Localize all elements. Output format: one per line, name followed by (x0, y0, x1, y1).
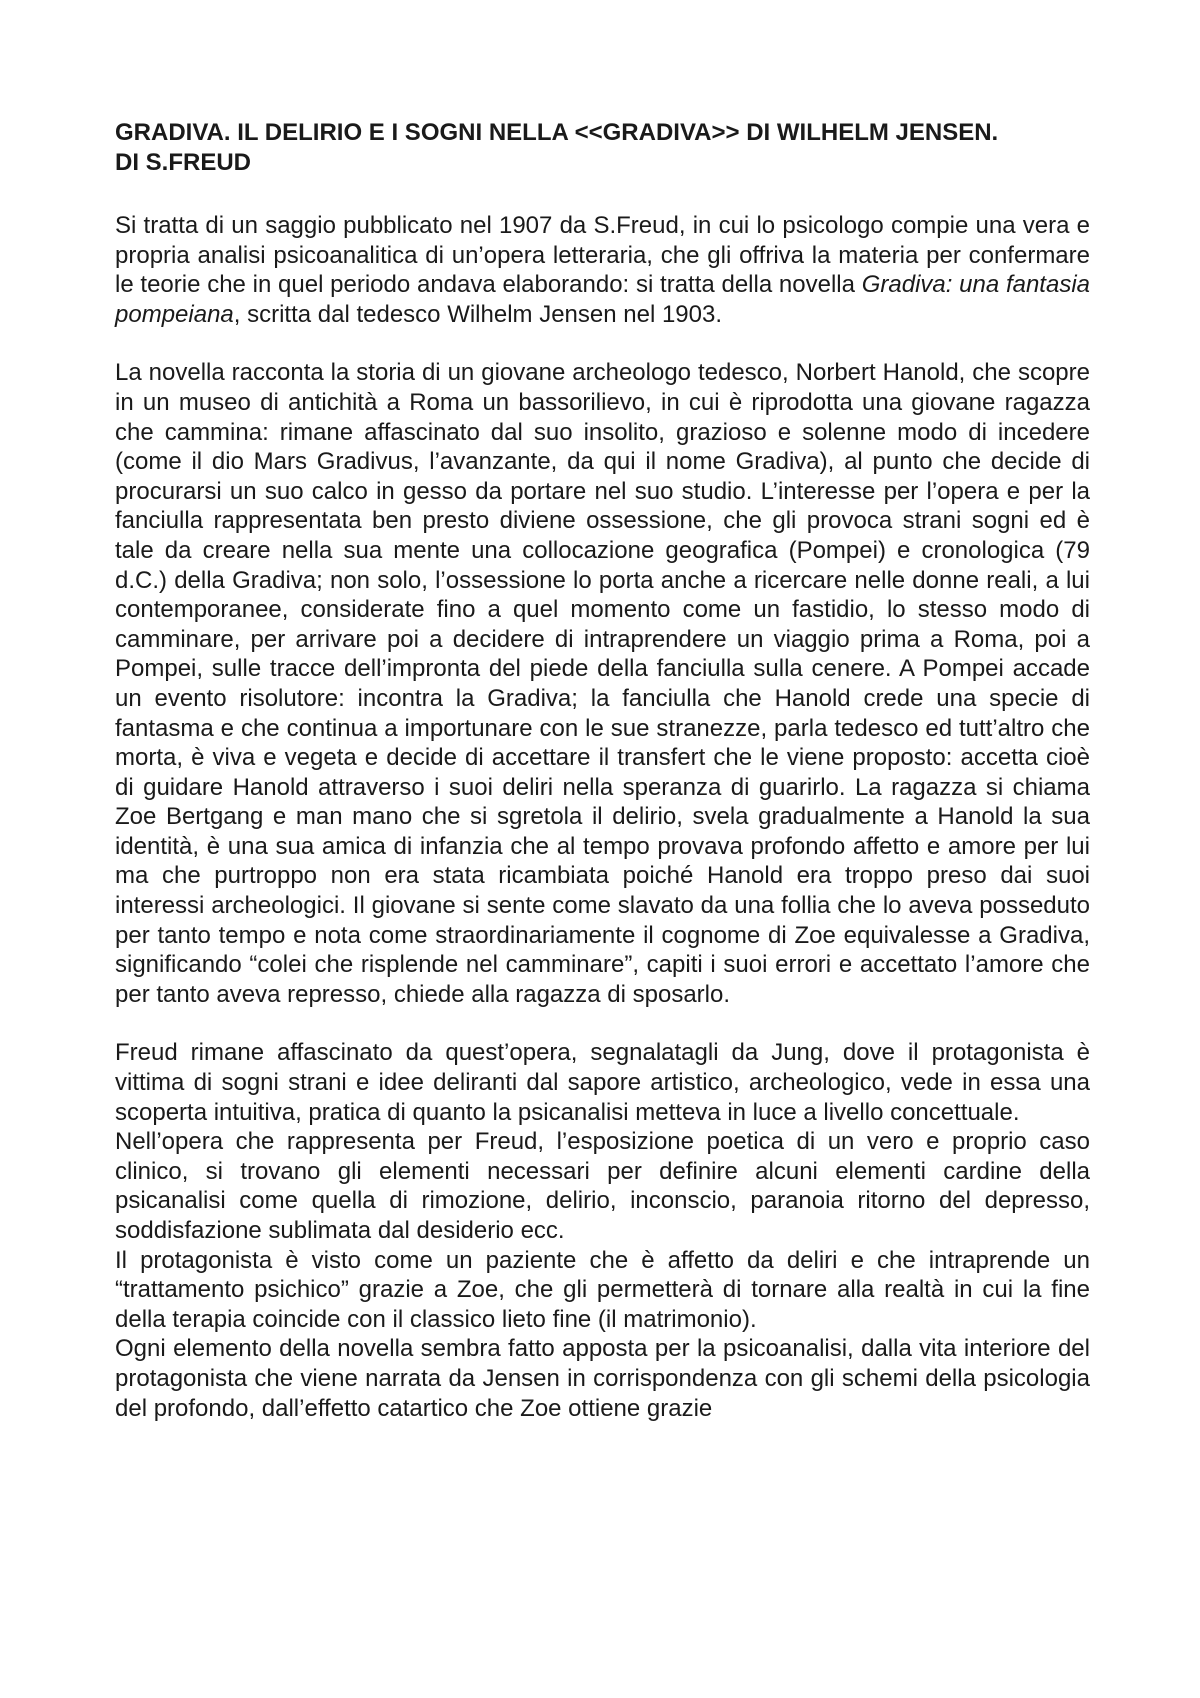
paragraph-spacer (115, 1009, 1090, 1038)
paragraph-5: Il protagonista è visto come un paziente che è affetto da deliri e che intraprende un “trattamento psichico” grazie a Zoe, che gli permetterà di tornare alla realtà in cui la fine della terapia coincide con il classico lieto fine (il matrimonio). (115, 1246, 1090, 1333)
paragraph-1-text-a: Si tratta di un saggio pubblicato nel 1907 da S.Freud, in cui lo psicologo compie una vera e propria analisi psicoanalitica di un’opera letteraria, che gli offriva la materia per confermare le teorie che in quel periodo andava elaborando: si tratta della novella (115, 212, 1090, 299)
paragraph-spacer (115, 329, 1090, 358)
paragraph-3: Freud rimane affascinato da quest’opera, segnalatagli da Jung, dove il protagonista è vittima di sogni strani e idee deliranti dal sapore artistico, archeologico, vede in essa una scoperta intuitiva, pratica di quanto la psicanalisi metteva in luce a livello concettuale. (115, 1039, 1090, 1126)
title-line-2: DI S.FREUD (115, 149, 252, 176)
title-line-1: GRADIVA. IL DELIRIO E I SOGNI NELLA <<GRADIVA>> DI WILHELM JENSEN. (115, 119, 999, 146)
document-body (115, 118, 1090, 1423)
paragraph-1-text-b: , scritta dal tedesco Wilhelm Jensen nel 1903. (233, 300, 723, 328)
paragraph-4: Nell’opera che rappresenta per Freud, l’esposizione poetica di un vero e proprio caso clinico, si trovano gli elementi necessari per definire alcuni elementi cardine della psicanalisi come quella di rimozione, delirio, inconscio, paranoia ritorno del depresso, soddisfazione sublimata dal desiderio ecc. (115, 1128, 1090, 1244)
paragraph-6: Ogni elemento della novella sembra fatto apposta per la psicoanalisi, dalla vita interiore del protagonista che viene narrata da Jensen in corrispondenza con gli schemi della psicologia del profondo, dall’effetto catartico che Zoe ottiene grazie (115, 1335, 1090, 1422)
document-title (115, 118, 1090, 178)
paragraph-1 (115, 211, 1090, 329)
novel-title-italic: Gradiva: una fantasia pompeiana (115, 271, 1091, 328)
paragraph-2: La novella racconta la storia di un giovane archeologo tedesco, Norbert Hanold, che scopre in un museo di antichità a Roma un bassorilievo, in cui è riprodotta una giovane ragazza che cammina: rimane affascinato dal suo insolito, grazioso e solenne modo di incedere (come il dio Mars Gradivus, l’avanzante, da qui il nome Gradiva), al punto che decide di procurarsi un suo calco in gesso da portare nel suo studio. L’interesse per l’opera e per la fanciulla rappresentata ben presto diviene ossessione, che gli provoca strani sogni ed è tale da creare nella sua mente una collocazione geografica (Pompei) e cronologica (79 d.C.) della Gradiva; non solo, l’ossessione lo porta anche a ricercare nelle donne reali, a lui contemporanee, considerate fino a quel momento come un fastidio, lo stesso modo di camminare, per arrivare poi a decidere di intraprendere un viaggio prima a Roma, poi a Pompei, sulle tracce dell’impronta del piede della fanciulla sulla cenere. A Pompei accade un evento risolutore: incontra la Gradiva; la fanciulla che Hanold crede una specie di fantasma e che continua a importunare con le sue stranezze, parla tedesco ed tutt’altro che morta, è viva e vegeta e decide di accettare il transfert che le viene proposto: accetta cioè di guidare Hanold attraverso i suoi deliri nella speranza di guarirlo. La ragazza si chiama Zoe Bertgang e man mano che si sgretola il delirio, svela gradualmente a Hanold la sua identità, è una sua amica di infanzia che al tempo provava profondo affetto e amore per lui ma che purtroppo non era stata ricambiata poiché Hanold era troppo preso dai suoi interessi archeologici. Il giovane si sente come slavato da una follia che lo aveva posseduto per tanto tempo e nota come straordinariamente il cognome di Zoe equivalesse a Gradiva, significando “colei che risplende nel camminare”, capiti i suoi errori e accettato l’amore che per tanto aveva represso, chiede alla ragazza di sposarlo. (115, 359, 1090, 1008)
